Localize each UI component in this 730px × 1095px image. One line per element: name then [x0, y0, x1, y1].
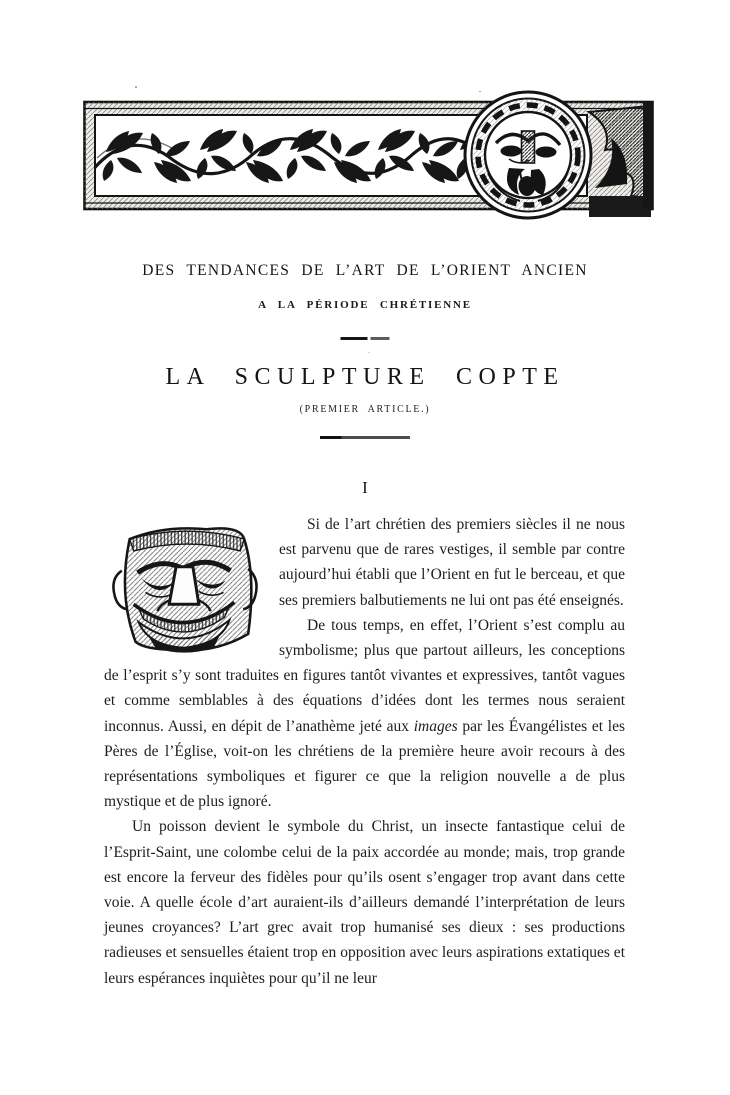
- article-subtitle: (PREMIER ARTICLE.): [299, 404, 431, 415]
- body-paragraph-1: Si de l’art chrétien des premiers siècles il ne nous est parvenu que de rares vestiges, il semble par contre aujourd’hui établi que l’Orient en fut le berceau, et que ses premiers balbutiements ne lui ont pas été enseignés.: [279, 516, 625, 609]
- scan-speck: [135, 86, 137, 88]
- series-subtitle: A LA PÉRIODE CHRÉTIENNE: [258, 299, 472, 311]
- paragraph-2-text: De tous temps, en effet, l’Orient s’est complu au symbolisme; plus que partout ailleurs, les conceptions de l’esprit s’y sont traduites en figures tantôt vivantes et expressives, tantôt vagues et comme semblables à des équations d’idées dont les termes nous seraient inconnus. Aussi, en dépit de l’anathème jeté aux: [104, 616, 625, 735]
- scan-speck: [368, 352, 370, 353]
- body-paragraph-3: Un poisson devient le symbole du Christ, un insecte fantastique celui de l’Esprit-Saint, une colombe celui de la paix accordée au monde; mais, trop grande est encore la ferveur des fidèles pour qu’ils osent s’engager trop avant dans cette voie. A quelle école d’art auraient-ils d’ailleurs demandé l’interprétation de leurs jeunes croyances? L’art grec avait trop humanisé ses dieux : ses productions radieuses et sensuelles étaient trop en opposition avec leurs aspirations extatiques et leurs espérances inquiètes pour qu’il ne leur: [104, 818, 625, 987]
- paragraph-2-text: par les Évangélistes et les Pères de l’Église, voit-on les chrétiens de la première heure avoir recours à des représentations symboliques et figurer ce que la religion nouvelle a de plus mystique et de plus ignoré.: [104, 717, 625, 811]
- carved-mask-engraving: [104, 517, 264, 658]
- article-title: LA SCULPTURE COPTE: [165, 364, 565, 390]
- paragraph-2-italic-word: images: [413, 717, 458, 735]
- series-title: DES TENDANCES DE L’ART DE L’ORIENT ANCIEN: [142, 262, 588, 279]
- header-engraving-band: [83, 88, 657, 226]
- carved-mask-figure: [104, 517, 264, 658]
- article-body: [104, 512, 625, 991]
- laurel-frieze-engraving: [83, 88, 657, 226]
- rosette-medallion: [465, 92, 591, 218]
- rule-segment: [371, 337, 390, 340]
- divider-rule: [320, 436, 410, 439]
- scan-speck: [479, 91, 481, 92]
- section-numeral: I: [362, 478, 368, 497]
- ornament-rule-short: [341, 337, 390, 340]
- rule-segment: [341, 337, 368, 340]
